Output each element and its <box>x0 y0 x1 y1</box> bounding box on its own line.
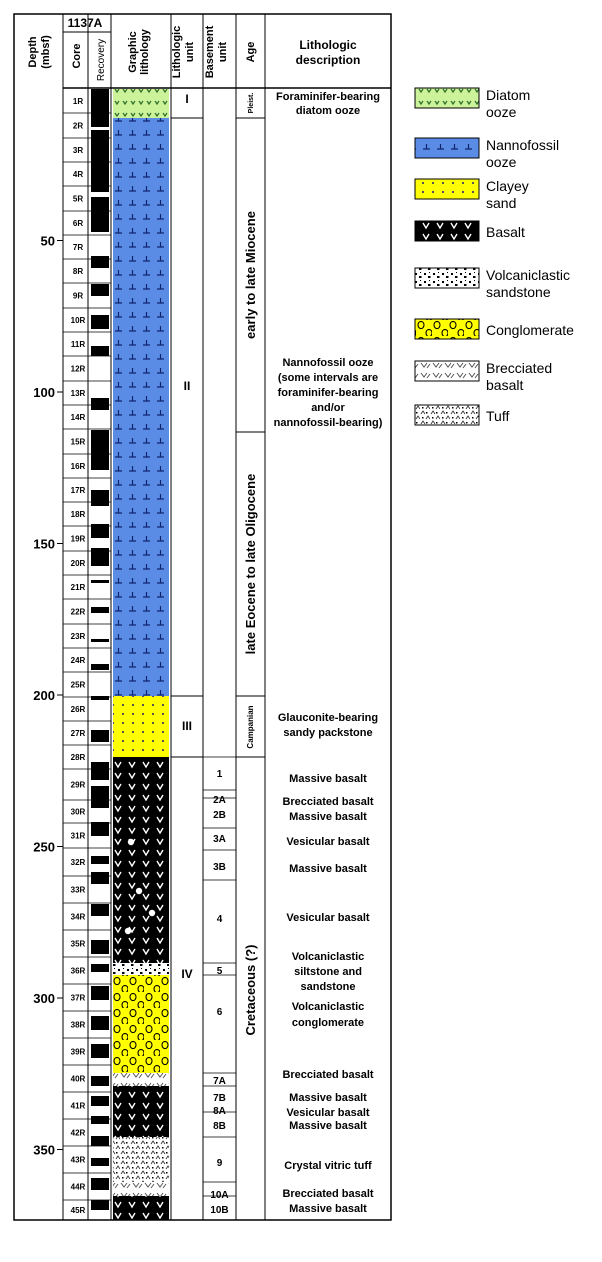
description-header-2: description <box>295 53 361 67</box>
legend-label-2: sandstone <box>486 284 551 300</box>
basement-unit-label: 3A <box>213 834 226 845</box>
lithology-interval-1 <box>113 118 169 696</box>
core-label: 11R <box>70 340 86 349</box>
recovery-bar-27 <box>91 986 109 1000</box>
litho-unit-header: Lithologic <box>171 25 183 79</box>
basement-unit-label: 2A <box>213 795 226 806</box>
recovery-bar-32 <box>91 1116 109 1124</box>
core-label: 32R <box>70 858 86 867</box>
core-label: 40R <box>70 1074 86 1084</box>
basement-unit-label: 8B <box>213 1121 226 1132</box>
core-label: 34R <box>70 912 86 922</box>
legend-swatch-3 <box>415 221 479 241</box>
lithology-interval-6 <box>113 1073 169 1086</box>
litho-unit-label: III <box>181 719 193 733</box>
legend-label: Conglomerate <box>486 322 574 338</box>
recovery-bar-26 <box>91 964 109 972</box>
basement-unit-label: 8A <box>213 1106 226 1117</box>
age-label: Campanian <box>246 705 256 749</box>
basement-unit-label: 7B <box>213 1093 226 1104</box>
recovery-bar-29 <box>91 1044 109 1058</box>
recovery-bar-18 <box>91 730 109 742</box>
recovery-bar-15 <box>91 639 109 642</box>
age-label: Pleist. <box>247 92 255 114</box>
recovery-bar-3 <box>91 197 109 232</box>
description-volc-1: Volcaniclastic <box>291 951 365 963</box>
lithology-interval-3 <box>113 757 169 963</box>
recovery-bar-20 <box>91 786 109 808</box>
legend-swatch-4 <box>415 268 479 288</box>
core-label: 13R <box>70 389 86 398</box>
basement-unit-label: 10A <box>210 1190 229 1201</box>
description-nanno-5: nannofossil-bearing) <box>273 417 383 429</box>
description-massive-6: Massive basalt <box>289 1203 367 1215</box>
core-label: 38R <box>70 1020 86 1030</box>
age-label: early to late Miocene <box>242 211 258 339</box>
depth-tick-label: 350 <box>33 1142 55 1158</box>
recovery-bar-35 <box>91 1178 109 1190</box>
depth-tick-label: 200 <box>33 688 55 703</box>
recovery-bar-13 <box>91 580 109 583</box>
core-label: 21R <box>70 583 86 592</box>
core-label: 6R <box>72 219 84 228</box>
core-label: 31R <box>70 831 86 841</box>
core-label: 14R <box>70 413 86 422</box>
lithology-interval-2 <box>113 696 169 757</box>
column-header <box>27 16 360 81</box>
graphic-header-2: lithology <box>139 29 151 75</box>
depth-tick-label: 50 <box>40 233 55 249</box>
recovery-bar-24 <box>91 904 109 916</box>
description-brecc-2: Brecciated basalt <box>282 1069 374 1081</box>
lithology-interval-0 <box>113 89 169 118</box>
core-label: 43R <box>70 1155 86 1165</box>
legend-label: Brecciated <box>486 360 553 376</box>
core-label: 33R <box>70 885 86 895</box>
legend-label: Volcaniclastic <box>486 267 571 283</box>
vesicle-2 <box>125 928 131 934</box>
recovery-bar-25 <box>91 940 109 954</box>
core-label: 30R <box>70 807 86 817</box>
lithology-interval-5 <box>113 975 169 1073</box>
recovery-bar-33 <box>91 1136 109 1146</box>
description-glauc-2: sandy packstone <box>283 727 373 739</box>
description-conglom-1: Volcaniclastic <box>291 1001 365 1013</box>
recovery-bar-4 <box>91 256 109 268</box>
depth-unit-header: (mbsf) <box>40 35 52 69</box>
litho-unit-label: IV <box>181 967 193 981</box>
age-label: Cretaceous (?) <box>242 944 258 1036</box>
legend-label-2: basalt <box>486 377 524 393</box>
description-massive-1: Massive basalt <box>289 773 367 785</box>
core-label: 23R <box>70 632 86 641</box>
description-vesic-3: Vesicular basalt <box>286 1107 370 1119</box>
depth-tick-label: 150 <box>33 536 55 552</box>
core-label: 22R <box>70 607 86 617</box>
basement-unit-label: 1 <box>216 769 223 780</box>
lithology-interval-4 <box>113 963 169 975</box>
age-header: Age <box>245 41 257 63</box>
core-label: 41R <box>70 1101 86 1111</box>
description-nanno-1: Nannofossil ooze <box>282 357 374 369</box>
lithology-interval-8 <box>113 1137 169 1182</box>
recovery-bar-6 <box>91 315 109 329</box>
description-vesic-1: Vesicular basalt <box>286 836 370 848</box>
legend-swatch-5 <box>415 319 479 339</box>
description-vesic-2: Vesicular basalt <box>286 912 370 924</box>
legend-label: Basalt <box>486 224 525 240</box>
core-label: 28R <box>70 753 86 762</box>
description-foram-2: diatom ooze <box>295 105 361 117</box>
litho-unit-label: II <box>183 379 191 393</box>
core-label: 35R <box>70 939 86 949</box>
basement-unit-header-2: unit <box>217 41 229 63</box>
core-label: 12R <box>70 364 86 374</box>
recovery-bar-22 <box>91 856 109 864</box>
lithology-interval-7 <box>113 1086 169 1137</box>
core-label: 1R <box>72 97 84 106</box>
legend-label-2: ooze <box>486 154 517 170</box>
recovery-bar-0 <box>91 89 109 118</box>
basement-unit-label: 6 <box>216 1007 223 1018</box>
core-label: 29R <box>70 780 86 790</box>
litho-unit-header-2: unit <box>184 41 196 63</box>
lithology-interval-9 <box>113 1182 169 1196</box>
description-massive-3: Massive basalt <box>289 863 367 875</box>
core-header: Core <box>71 43 83 69</box>
core-label: 3R <box>72 146 84 155</box>
description-nanno-3: foraminifer-bearing <box>277 387 379 399</box>
core-label: 25R <box>70 680 86 690</box>
core-label: 20R <box>70 559 86 568</box>
hole-label: 1137A <box>67 16 103 30</box>
core-label: 8R <box>72 267 84 276</box>
basement-unit-label: 9 <box>216 1158 223 1169</box>
description-massive-2: Massive basalt <box>289 811 367 823</box>
basement-unit-label: 4 <box>216 914 223 925</box>
recovery-header: Recovery <box>96 38 107 82</box>
recovery-bar-28 <box>91 1016 109 1030</box>
core-label: 44R <box>70 1182 86 1192</box>
basement-unit-header: Basement <box>204 25 216 79</box>
legend-label: Clayey <box>486 178 529 194</box>
description-header: Lithologic <box>299 38 357 52</box>
recovery-bar-34 <box>91 1158 109 1166</box>
description-tuff: Crystal vitric tuff <box>284 1160 372 1172</box>
recovery-bar-16 <box>91 664 109 670</box>
legend-label-2: ooze <box>486 104 517 120</box>
recovery-bar-21 <box>91 822 109 836</box>
legend-swatch-6 <box>415 361 479 381</box>
recovery-bar-31 <box>91 1096 109 1106</box>
legend-label: Diatom <box>486 87 531 103</box>
core-label: 27R <box>70 729 86 738</box>
description-volc-3: sandstone <box>300 981 356 993</box>
graphic-header: Graphic <box>127 31 139 73</box>
core-label: 5R <box>72 194 84 204</box>
recovery-bar-14 <box>91 607 109 613</box>
depth-tick-label: 250 <box>33 839 55 855</box>
vesicle-3 <box>136 888 142 894</box>
legend-label: Tuff <box>486 408 510 424</box>
basement-unit-label: 2B <box>213 810 226 821</box>
depth-tick-label: 300 <box>33 991 55 1006</box>
description-glauc-1: Glauconite-bearing <box>277 712 379 724</box>
core-label: 37R <box>70 993 86 1003</box>
description-conglom-2: conglomerate <box>291 1017 365 1029</box>
core-label: 17R <box>70 486 86 495</box>
basement-unit-label: 5 <box>216 966 223 977</box>
recovery-bar-1 <box>91 118 109 127</box>
recovery-bar-23 <box>91 872 109 884</box>
recovery-bar-5 <box>91 284 109 296</box>
basement-unit-label: 7A <box>213 1076 226 1087</box>
legend-swatch-2 <box>415 179 479 199</box>
core-label: 7R <box>72 243 84 252</box>
legend-swatch-0 <box>415 88 479 108</box>
description-nanno-2: (some intervals are <box>277 372 379 384</box>
description-volc-2: siltstone and <box>294 966 362 978</box>
recovery-bar-8 <box>91 398 109 410</box>
description-foram-1: Foraminifer-bearing <box>276 91 380 103</box>
core-label: 16R <box>70 462 86 471</box>
core-label: 36R <box>70 966 86 976</box>
core-label: 45R <box>70 1206 86 1215</box>
core-label: 15R <box>70 437 86 447</box>
recovery-bar-10 <box>91 490 109 506</box>
description-massive-5: Massive basalt <box>289 1120 367 1132</box>
recovery-bar-9 <box>91 430 109 470</box>
lithology-interval-10 <box>113 1196 169 1220</box>
vesicle-1 <box>149 910 155 916</box>
age-label: late Eocene to late Oligocene <box>242 473 258 655</box>
core-label: 2R <box>72 121 84 131</box>
description-brecc-1: Brecciated basalt <box>282 796 374 808</box>
recovery-bar-7 <box>91 346 109 356</box>
recovery-bar-36 <box>91 1200 109 1210</box>
basement-unit-label: 3B <box>213 862 226 873</box>
core-label: 42R <box>70 1128 86 1138</box>
recovery-bar-19 <box>91 762 109 780</box>
vesicle-0 <box>128 839 134 845</box>
basement-unit-label: 10B <box>210 1205 229 1216</box>
depth-header: Depth <box>27 36 39 68</box>
legend-label-2: sand <box>486 195 517 211</box>
core-label: 24R <box>70 656 86 665</box>
core-label: 19R <box>70 534 86 544</box>
legend-label: Nannofossil <box>486 137 560 153</box>
core-label: 4R <box>72 170 84 179</box>
legend-swatch-1 <box>415 138 479 158</box>
core-label: 10R <box>70 316 86 325</box>
recovery-bar-30 <box>91 1076 109 1086</box>
depth-tick-label: 100 <box>33 385 55 400</box>
legend-swatch-7 <box>415 405 479 425</box>
description-massive-4: Massive basalt <box>289 1092 367 1104</box>
core-label: 9R <box>72 291 84 301</box>
description-brecc-3: Brecciated basalt <box>282 1188 374 1200</box>
core-label: 39R <box>70 1047 86 1057</box>
description-nanno-4: and/or <box>311 402 345 414</box>
core-label: 18R <box>70 510 86 519</box>
core-label: 26R <box>70 705 86 714</box>
litho-unit-label: I <box>185 92 189 106</box>
recovery-bar-2 <box>91 130 109 192</box>
